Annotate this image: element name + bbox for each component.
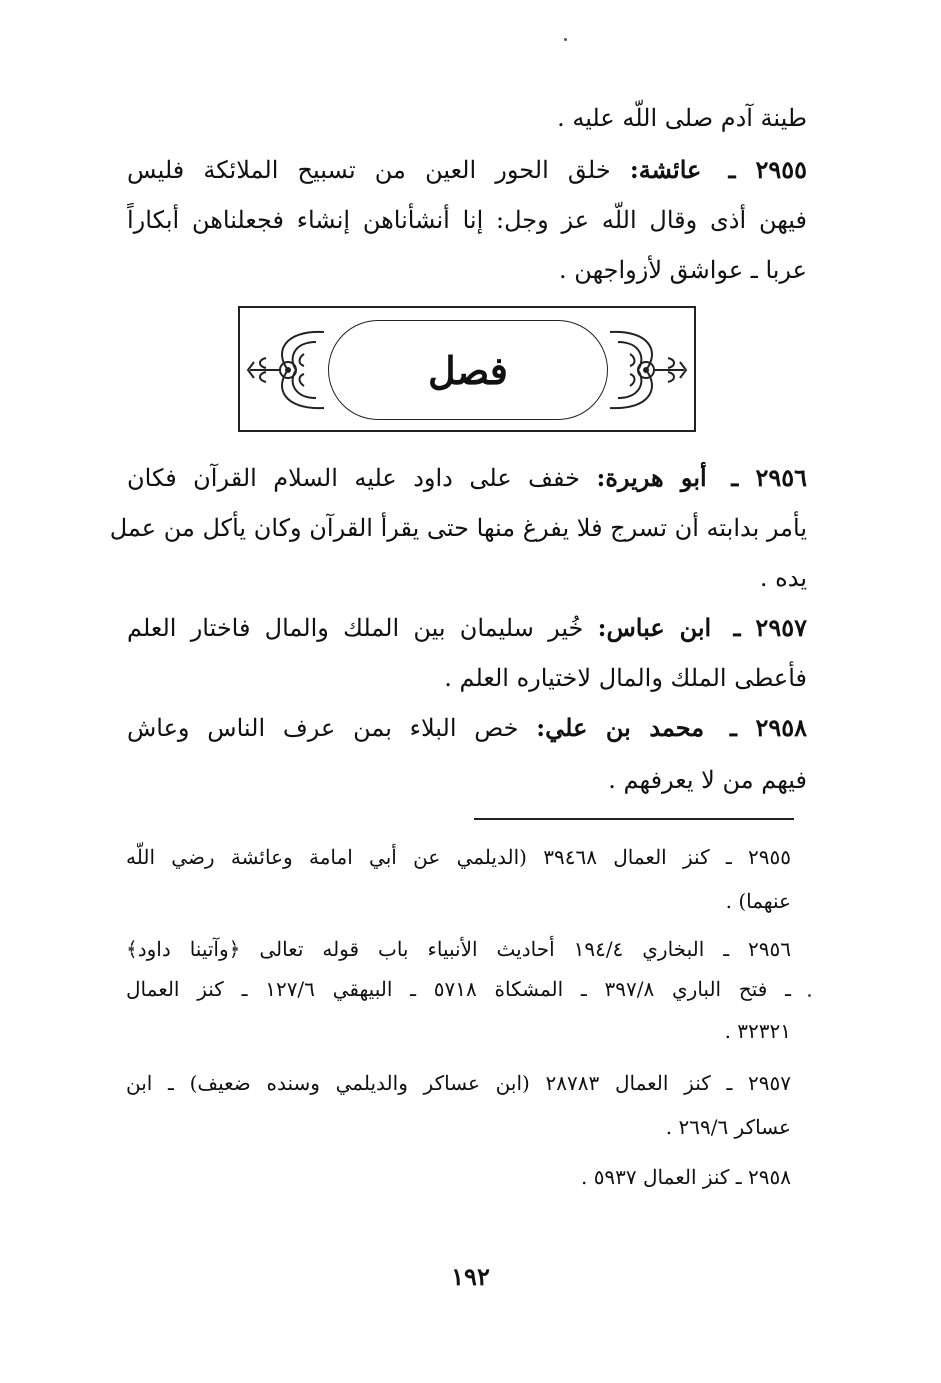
entry-number: ٢٩٥٥ ـ: [728, 155, 807, 184]
continuation-line: [127, 98, 807, 138]
text-line: عربا ـ عواشق لأزواجهن .: [559, 256, 807, 284]
entry-2956-line-1: [127, 458, 807, 498]
entry-2955-line-3: [127, 250, 807, 290]
right-ornament-icon: [606, 322, 690, 418]
section-title: فصل: [428, 348, 508, 393]
text-line: فيهن أذى وقال اللّه عز وجل: إنا أنشأناهن إنشاء فجعلناهن أبكاراً: [127, 206, 807, 234]
entry-number: ٢٩٥٧ ـ: [733, 613, 807, 642]
entry-number: ٢٩٥٨ ـ: [729, 713, 807, 742]
footnote-text: عساكر ٢٦٩/٦ .: [665, 1115, 791, 1139]
text-line: يأمر بدابته أن تسرج فلا يفرغ منها حتى يقرأ القرآن وكان يأكل من عمل: [109, 514, 807, 542]
narrator-name: محمد بن علي:: [536, 713, 705, 742]
footnote-2955-line-2: [126, 884, 791, 918]
text-line: فيهم من لا يعرفهم .: [608, 766, 807, 794]
footnote-text: ـ فتح الباري ٣٩٧/٨ ـ المشكاة ٥٧١٨ ـ البيهقي ١٢٧/٦ ـ كنز العمال: [126, 977, 791, 1001]
footnote-2958-line-1: [126, 1160, 791, 1194]
text-line: طينة آدم صلى اللّه عليه .: [557, 104, 807, 132]
text-line: فأعطى الملك والمال لاختياره العلم .: [444, 664, 807, 692]
entry-2956-line-2: [109, 508, 807, 548]
section-title-cartouche: [328, 320, 608, 420]
footnote-text: ٢٩٥٦ ـ البخاري ١٩٤/٤ أحاديث الأنبياء باب قوله تعالى ﴿وآتينا داود﴾: [126, 937, 792, 961]
text-line: خلق الحور العين من تسبيح الملائكة فليس: [127, 156, 611, 184]
footnote-separator: [474, 818, 794, 820]
footnote-2957-line-1: [126, 1066, 791, 1100]
entry-2958-line-2: [127, 760, 807, 800]
footnote-2956-line-3: [126, 1014, 791, 1048]
entry-2957-line-1: [127, 608, 807, 648]
entry-2955-line-1: [127, 150, 807, 190]
footnote-2955-line-1: [126, 840, 791, 874]
entry-2956-line-3: [127, 558, 807, 598]
footnote-2956-line-1: [126, 932, 791, 966]
scan-speck: [564, 38, 567, 41]
footnote-text: ٢٩٥٨ ـ كنز العمال ٥٩٣٧ .: [580, 1165, 791, 1189]
footnote-2957-line-2: [126, 1110, 791, 1144]
footnote-text: ٢٩٥٧ ـ كنز العمال ٢٨٧٨٣ (ابن عساكر والديلمي وسنده ضعيف) ـ ابن: [126, 1071, 791, 1095]
footnote-text: ٣٢٣٢١ .: [724, 1019, 791, 1043]
entry-2955-line-2: [127, 200, 807, 240]
text-line: خفف على داود عليه السلام القرآن فكان: [127, 464, 580, 492]
scan-speck: [808, 994, 811, 997]
narrator-name: أبو هريرة:: [596, 463, 707, 492]
footnote-text: عنهما) .: [725, 889, 791, 913]
narrator-name: ابن عباس:: [597, 613, 712, 642]
page-number: ١٩٢: [451, 1262, 490, 1291]
entry-2958-line-1: [127, 708, 807, 748]
entry-number: ٢٩٥٦ ـ: [731, 463, 808, 492]
text-line: خص البلاء بمن عرف الناس وعاش: [127, 714, 519, 742]
text-line: خُير سليمان بين الملك والمال فاختار العلم: [127, 614, 584, 642]
left-ornament-icon: [244, 322, 328, 418]
entry-2957-line-2: [127, 658, 807, 698]
narrator-name: عائشة:: [629, 155, 702, 184]
section-title-frame: [238, 306, 696, 432]
footnote-text: ٢٩٥٥ ـ كنز العمال ٣٩٤٦٨ (الديلمي عن أبي امامة وعائشة رضي اللّه: [126, 845, 791, 869]
footnote-2956-line-2: [126, 972, 791, 1006]
text-line: يده .: [759, 564, 807, 592]
